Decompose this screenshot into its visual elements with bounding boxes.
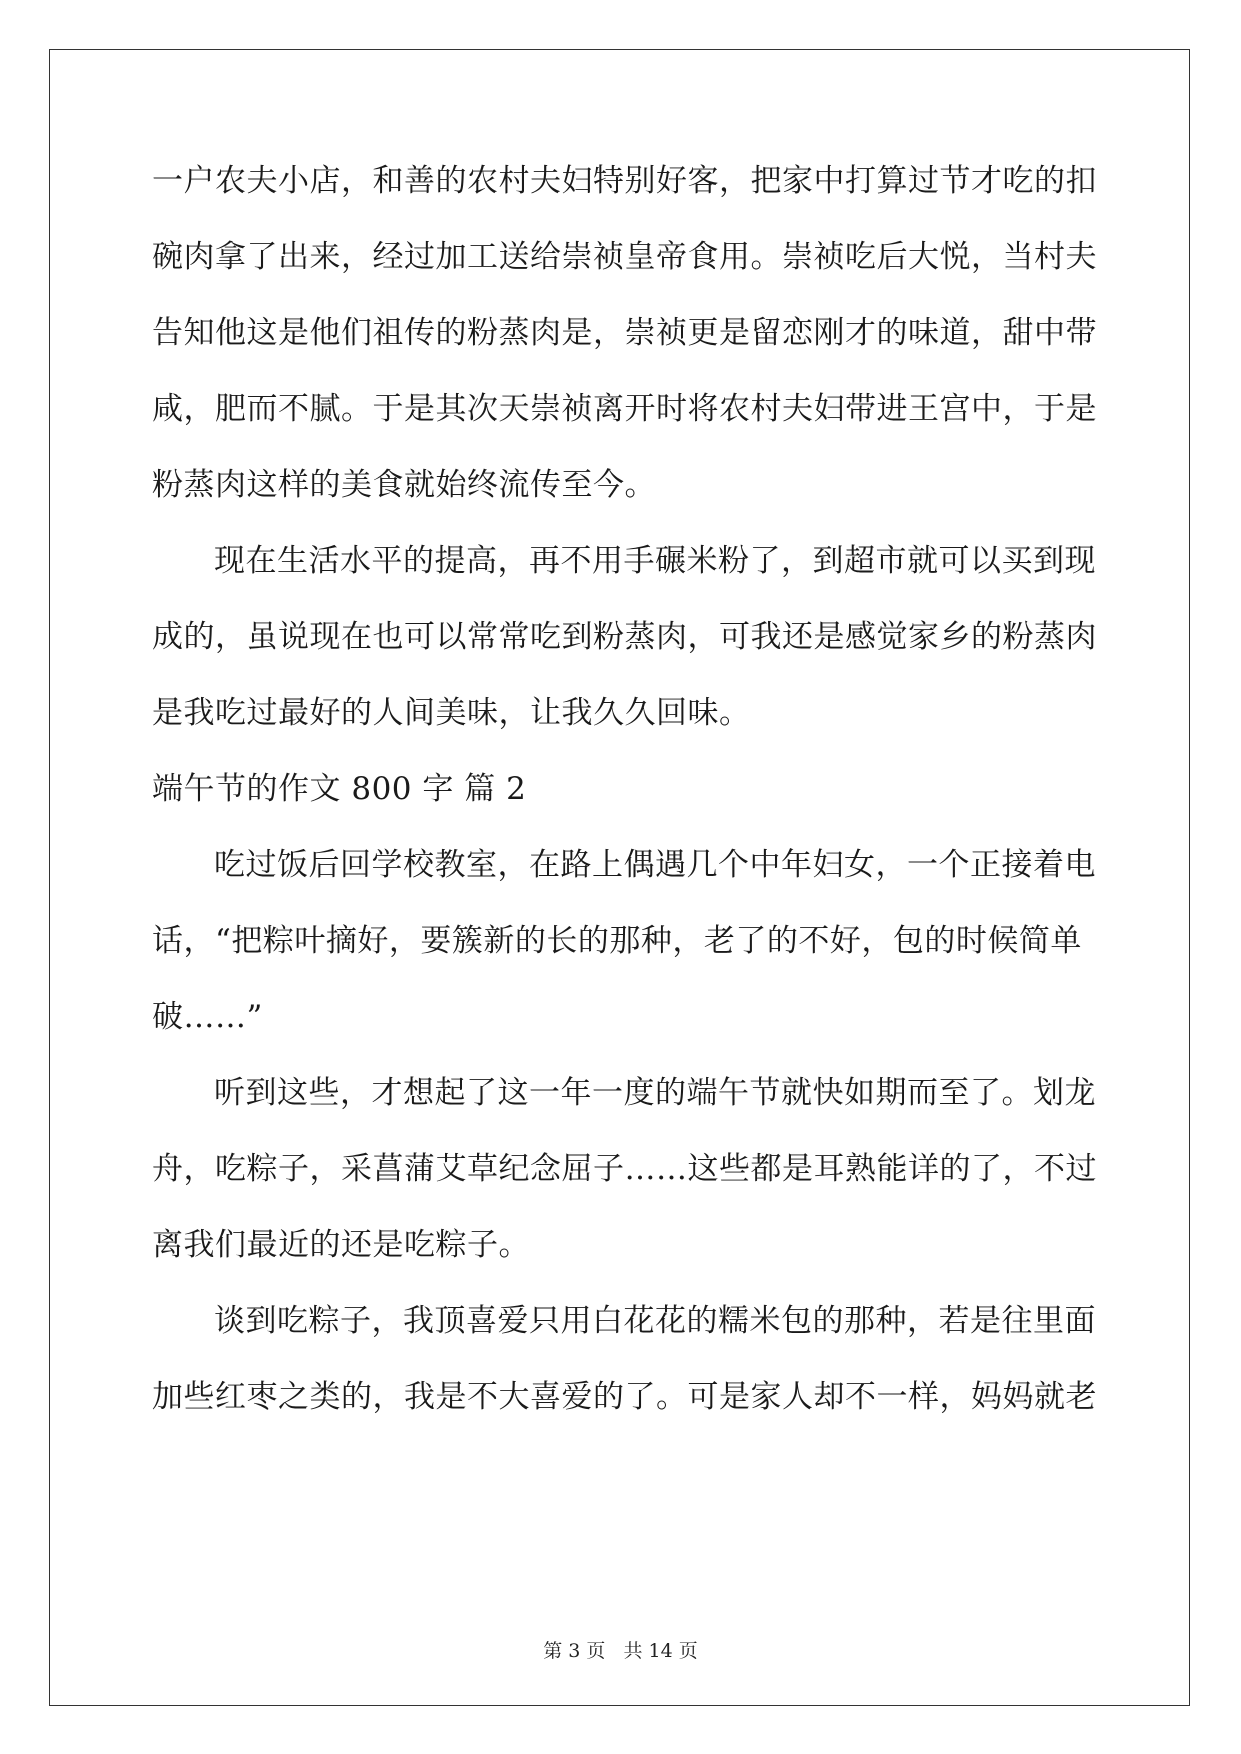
page-number: 第 3 页	[543, 1640, 606, 1662]
text-line: 离我们最近的还是吃粽子。	[152, 1227, 530, 1263]
page-total: 共 14 页	[623, 1640, 698, 1662]
text-line: 话，“把粽叶摘好，要簇新的长的那种，老了的不好，包的时候简单	[152, 923, 1082, 959]
text-line: 舟，吃粽子，采菖蒲艾草纪念屈子……这些都是耳熟能详的了，不过	[152, 1151, 1097, 1187]
text-line: 是我吃过最好的人间美味，让我久久回味。	[152, 695, 751, 731]
text-line: 谈到吃粽子，我顶喜爱只用白花花的糯米包的那种，若是往里面	[214, 1303, 1096, 1339]
text-line: 听到这些，才想起了这一年一度的端午节就快如期而至了。划龙	[214, 1075, 1096, 1111]
text-line: 加些红枣之类的，我是不大喜爱的了。可是家人却不一样，妈妈就老	[152, 1379, 1097, 1415]
text-line: 咸，肥而不腻。于是其次天崇祯离开时将农村夫妇带进王宫中，于是	[152, 391, 1097, 427]
paragraph	[152, 540, 1097, 768]
paragraph	[152, 1072, 1097, 1300]
text-line: 一户农夫小店，和善的农村夫妇特别好客，把家中打算过节才吃的扣	[152, 163, 1097, 199]
text-line: 碗肉拿了出来，经过加工送给崇祯皇帝食用。崇祯吃后大悦，当村夫	[152, 239, 1097, 275]
text-line: 粉蒸肉这样的美食就始终流传至今。	[152, 467, 656, 503]
document-body	[152, 160, 1097, 1452]
paragraph	[152, 1300, 1097, 1452]
page-footer	[0, 1636, 1241, 1663]
text-line: 告知他这是他们祖传的粉蒸肉是，崇祯更是留恋刚才的味道，甜中带	[152, 315, 1097, 351]
text-line: 吃过饭后回学校教室，在路上偶遇几个中年妇女，一个正接着电	[214, 847, 1096, 883]
section-heading: 端午节的作文 800 字 篇 2	[152, 771, 527, 807]
text-line: 成的，虽说现在也可以常常吃到粉蒸肉，可我还是感觉家乡的粉蒸肉	[152, 619, 1097, 655]
text-line: 现在生活水平的提高，再不用手碾米粉了，到超市就可以买到现	[214, 543, 1096, 579]
paragraph	[152, 160, 1097, 540]
paragraph	[152, 844, 1096, 1072]
text-line: 破……”	[152, 999, 263, 1035]
